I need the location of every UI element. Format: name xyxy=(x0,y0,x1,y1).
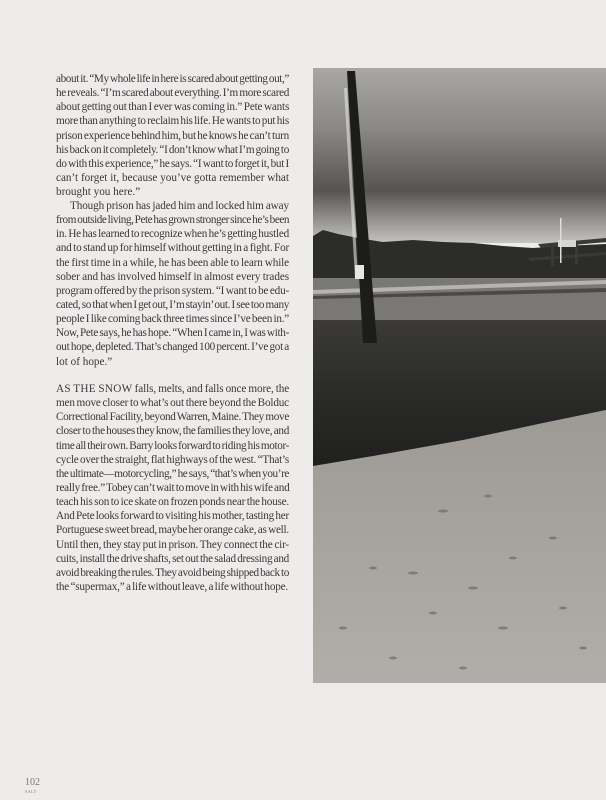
text-line-content: Portuguese sweet bread, maybe her orange cake, as well. xyxy=(56,524,289,537)
text-line-content: time all their own. Barry looks forward to riding his motor- xyxy=(56,439,289,452)
text-line xyxy=(56,213,289,227)
paragraph-2 xyxy=(56,199,289,369)
text-line-content: he reveals. “I’m scared about everything. I’m more scared xyxy=(56,87,289,100)
text-line-content: in. He has learned to recognize when he’s getting hustled xyxy=(56,228,289,241)
text-line-content: brought you here.” xyxy=(56,186,141,199)
text-line xyxy=(56,241,289,255)
text-line-content: Until then, they stay put in prison. They connect the cir- xyxy=(56,538,289,551)
text-line xyxy=(56,256,289,270)
text-line-content: program offered by the prison system. “I want to be edu- xyxy=(56,284,289,297)
text-line xyxy=(56,86,289,100)
text-line xyxy=(56,340,289,354)
text-line xyxy=(56,523,289,537)
text-line-content: and to stand up for himself without getting in a fight. For xyxy=(56,242,289,255)
lead-in-rest: falls, melts, and falls once more, the xyxy=(132,383,290,395)
text-line-content: do with this experience,” he says. “I want to forget it, but I xyxy=(56,157,289,170)
text-line xyxy=(56,298,289,312)
text-line xyxy=(56,467,289,481)
text-line-content: men move closer to what’s out there beyond the Bolduc xyxy=(56,397,289,410)
text-line xyxy=(56,396,289,410)
text-line-content: avoid breaking the rules. They avoid being shipped back to xyxy=(56,566,289,579)
text-line xyxy=(56,326,289,340)
folio-label: SALT xyxy=(25,789,37,794)
page-folio xyxy=(25,778,40,796)
text-line-content: people I like coming back three times since I’ve been in.” xyxy=(56,313,289,326)
text-line xyxy=(56,227,289,241)
text-line xyxy=(56,538,289,552)
text-line-content: from outside living, Pete has grown stronger since he’s been xyxy=(56,214,289,227)
text-line xyxy=(56,185,289,199)
text-line xyxy=(56,424,289,438)
text-line xyxy=(56,355,289,369)
text-line xyxy=(56,495,289,509)
text-line-content: lot of hope.” xyxy=(56,355,113,368)
text-line-content: cated, so that when I get out, I’m stayin’ out. I see too many xyxy=(56,298,289,311)
text-line xyxy=(56,382,289,396)
lead-in: AS THE SNOW xyxy=(56,383,133,395)
text-line-content: out hope, depleted. That’s changed 100 percent. I’ve got a xyxy=(56,341,289,354)
text-line xyxy=(56,552,289,566)
text-line xyxy=(56,100,289,114)
text-line-content: about getting out than I ever was coming in.” Pete wants xyxy=(56,101,290,114)
text-line-content: cuits, install the drive shafts, set out the salad dressing and xyxy=(56,552,289,565)
text-line-content: closer to the houses they know, the families they love, and xyxy=(56,425,289,438)
text-line-content: teach his son to ice skate on frozen ponds near the house. xyxy=(56,496,289,509)
text-line-content: sober and has involved himself in almost every trades xyxy=(56,270,289,283)
text-line xyxy=(56,580,289,594)
text-line xyxy=(56,157,289,171)
text-line-content: prison experience behind him, but he knows he can’t turn xyxy=(56,129,289,142)
text-line xyxy=(56,270,289,284)
text-line xyxy=(56,171,289,185)
text-line xyxy=(56,129,289,143)
flagpole xyxy=(560,218,562,263)
text-line-content: Though prison has jaded him and locked him away xyxy=(70,200,289,212)
text-line xyxy=(56,312,289,326)
text-line-content: can’t forget it, because you’ve gotta remember what xyxy=(56,171,289,184)
text-line xyxy=(56,566,289,580)
text-line-content: the first time in a while, he has been able to learn while xyxy=(56,256,289,269)
text-line xyxy=(56,481,289,495)
text-line xyxy=(56,410,289,424)
page-number: 102 xyxy=(25,777,40,788)
text-line xyxy=(56,143,289,157)
paragraph-1 xyxy=(56,72,289,199)
text-line xyxy=(56,284,289,298)
text-line xyxy=(56,72,289,86)
text-line-content: more than anything to reclaim his life. He wants to put his xyxy=(56,115,289,128)
text-line-content: really free.” Tobey can’t wait to move in with his wife and xyxy=(56,481,290,494)
text-line-content xyxy=(56,383,289,395)
text-line-content: Correctional Facility, beyond Warren, Maine. They move xyxy=(56,411,289,424)
text-line-content: about it. “My whole life in here is scared about getting out,” xyxy=(56,73,289,85)
text-line xyxy=(56,439,289,453)
text-line xyxy=(56,453,289,467)
text-line-content: cycle over the straight, flat highways of the west. “That’s xyxy=(56,453,289,466)
text-line-content: Now, Pete says, he has hope. “When I came in, I was with- xyxy=(56,327,289,340)
text-line-content: And Pete looks forward to visiting his mother, tasting her xyxy=(56,510,289,523)
text-line xyxy=(56,114,289,128)
pole-sign xyxy=(355,265,364,279)
photograph-utility-pole-field xyxy=(313,68,606,683)
text-line xyxy=(56,199,289,213)
text-line xyxy=(56,509,289,523)
paragraph-3 xyxy=(56,382,289,594)
text-line-content: the “supermax,” a life without leave, a life without hope. xyxy=(56,580,288,593)
text-line-content: his back on it completely. “I don’t know what I’m going to xyxy=(56,143,289,156)
text-line-content: the ultimate—motorcycling,” he says, “that’s when you’re xyxy=(56,467,289,480)
